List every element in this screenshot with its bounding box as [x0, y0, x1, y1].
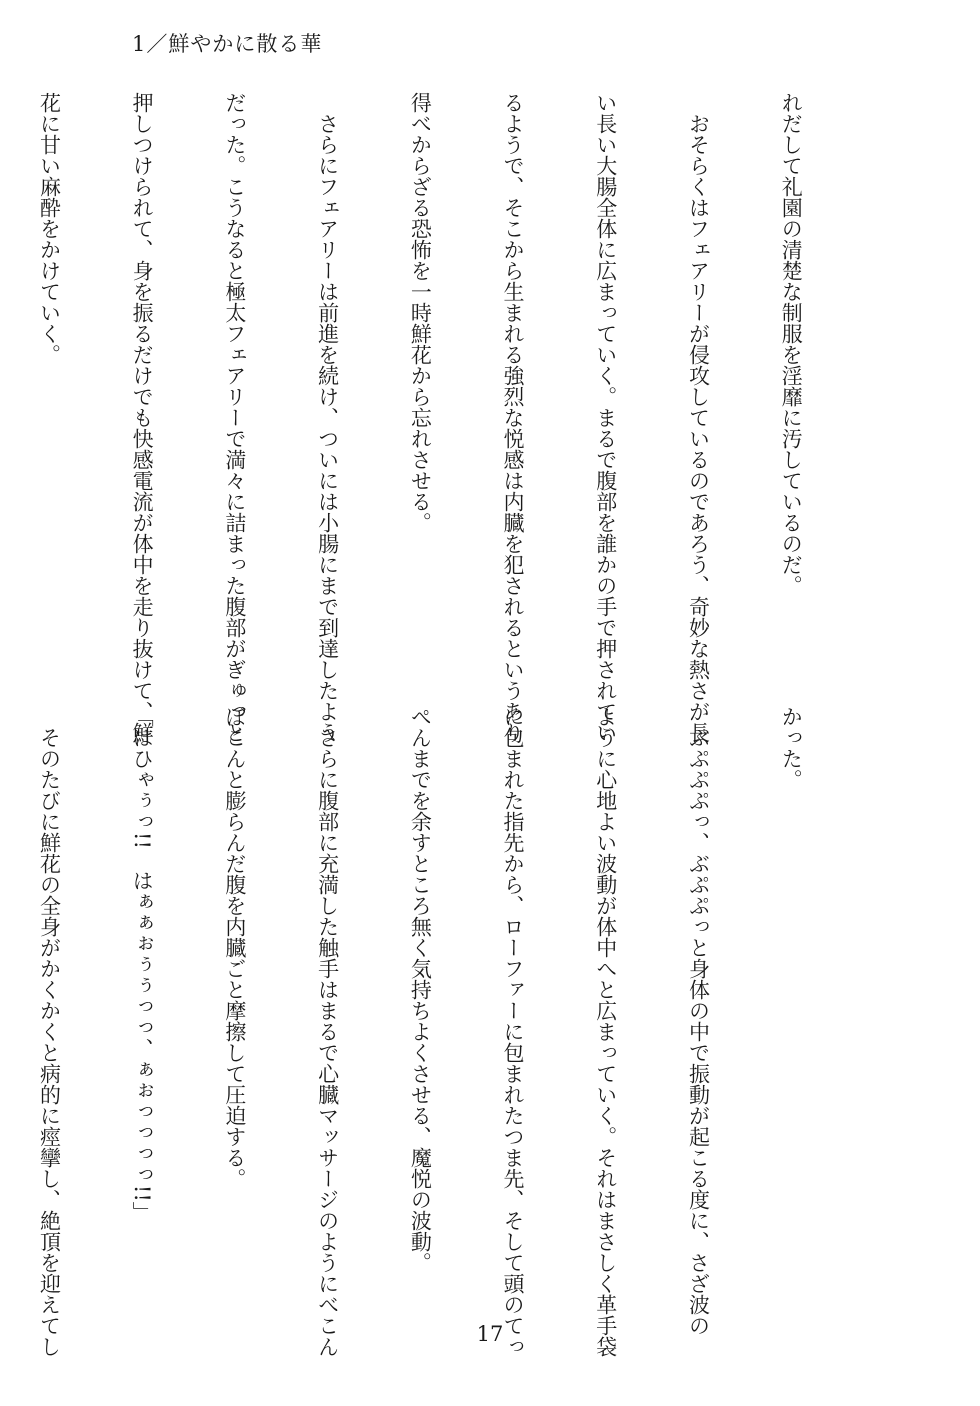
text-line: ぶぷぷぷっ、ぶぷぷっと身体の中で振動が起こる度に、さざ波の [686, 706, 711, 1336]
text-line: さらにフェアリーは前進を続け、ついには小腸にまで到達したよう [315, 92, 340, 743]
text-line: ぺんまでを余すところ無く気持ちよくさせる、魔悦の波動。 [408, 706, 433, 1273]
text-line: そのたびに鮮花の全身がかくかくと病的に痙攣し、絶頂を迎えてし [37, 706, 62, 1357]
upper-text-block [37, 92, 868, 743]
text-line: だった。こうなると極太フェアリーで満々に詰まった腹部がぎゅっと [222, 92, 247, 743]
text-line: るようで、そこから生まれる強烈な悦感は内臓を犯されるというあり [501, 92, 526, 743]
page-number: 17 [476, 1322, 504, 1346]
text-line: い長い大腸全体に広まっていく。まるで腹部を誰かの手で押されてい [593, 92, 618, 743]
text-line: れだして礼園の清楚な制服を淫靡に汚しているのだ。 [779, 92, 804, 596]
text-line: かった。 [779, 706, 804, 790]
text-line: に包まれた指先から、ローファーに包まれたつま先、そして頭のてっ [501, 706, 526, 1357]
text-line: ぼこんと膨らんだ腹を内臓ごと摩擦して圧迫する。 [222, 706, 247, 1189]
text-line: おそらくはフェアリーが侵攻しているのであろう、奇妙な熱さが長 [686, 92, 711, 743]
text-line: 押しつけられて、身を振るだけでも快感電流が体中を走り抜けて、鮮 [130, 92, 155, 743]
text-line: 「はひゃぅっ!! はぁぁぉぅぅっっ、ぁぉっっっっ!!」 [130, 706, 155, 1223]
text-line: 得べからざる恐怖を一時鮮花から忘れさせる。 [408, 92, 433, 533]
running-head-chapter-title: 1／鮮やかに散る華 [132, 32, 323, 56]
text-line: 花に甘い麻酔をかけていく。 [37, 92, 62, 365]
text-line: ように心地よい波動が体中へと広まっていく。それはまさしく革手袋 [593, 706, 618, 1357]
text-line: さらに腹部に充満した触手はまるで心臓マッサージのようにべこん [315, 706, 340, 1357]
